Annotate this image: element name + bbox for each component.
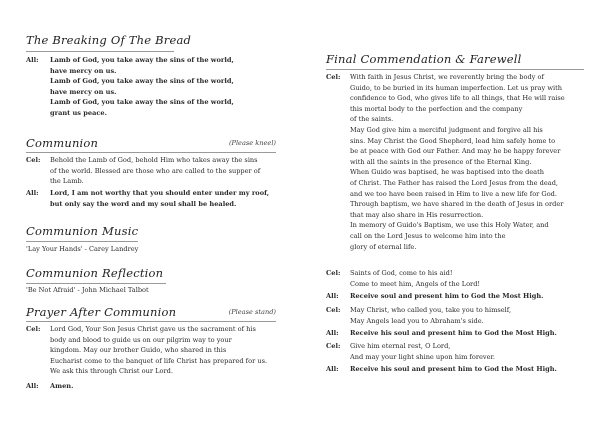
text-line: Saints of God, come to his aid! bbox=[350, 269, 453, 277]
text-line: Amen. bbox=[50, 382, 74, 390]
text-line: Through baptism, we have shared in the death of Jesus in order bbox=[350, 200, 564, 209]
heading-communion-reflection: Communion Reflection bbox=[26, 266, 164, 280]
text-line: Lord, I am not worthy that you should enter under my roof, bbox=[50, 189, 270, 197]
text-line: When Guido was baptised, he was baptised into the death bbox=[350, 168, 545, 177]
speaker-label: Cel: bbox=[326, 342, 341, 350]
speaker-label: All: bbox=[326, 329, 339, 337]
text-line: May God give him a merciful judgment and forgive all his bbox=[350, 125, 543, 134]
heading-underline bbox=[26, 321, 276, 322]
text-line: Receive soul and present him to God the Most High. bbox=[350, 292, 544, 300]
text-line: of the saints. bbox=[350, 115, 394, 124]
text-line: Guido, to be buried in its human imperfection. Let us pray with bbox=[350, 83, 562, 92]
speaker-label: All: bbox=[326, 292, 339, 300]
text-line: We ask this through Christ our Lord. bbox=[50, 367, 173, 376]
text-line: May Christ, who called you, take you to himself, bbox=[350, 306, 512, 314]
heading-underline bbox=[326, 69, 584, 70]
text-line: the Lamb. bbox=[50, 177, 84, 186]
text-line: May Angels lead you to Abraham's side. bbox=[350, 316, 484, 325]
text-line: Come to meet him, Angels of the Lord! bbox=[350, 279, 481, 288]
text-line: Behold the Lamb of God, behold Him who takes away the sins bbox=[50, 156, 258, 164]
text-line: that may also share in His resurrection. bbox=[350, 210, 484, 219]
text-line: Lamb of God, you take away the sins of the world, bbox=[50, 98, 234, 107]
text-line: of the world. Blessed are those who are called to the supper of bbox=[50, 166, 261, 175]
heading-prayer-after-communion: Prayer After Communion bbox=[26, 305, 177, 319]
communion-instruction: (Please kneel) bbox=[228, 139, 276, 147]
text-line: of Christ. The Father has raised the Lord Jesus from the dead, bbox=[350, 178, 559, 187]
speaker-label: Cel: bbox=[26, 156, 41, 164]
heading-underline bbox=[26, 152, 276, 153]
heading-final-commendation: Final Commendation & Farewell bbox=[326, 52, 522, 66]
text-line: be at peace with God our Father. And may he be happy forever bbox=[350, 147, 561, 156]
text-line: have mercy on us. bbox=[50, 87, 117, 96]
heading-underline bbox=[26, 241, 138, 242]
speaker-label: Cel: bbox=[326, 306, 341, 314]
text-line: but only say the word and my soul shall be healed. bbox=[50, 199, 237, 208]
heading-communion: Communion bbox=[26, 136, 99, 150]
speaker-label: All: bbox=[26, 189, 39, 197]
text-line: this mortal body to the perfection and the company bbox=[350, 104, 523, 113]
communion-music-title: 'Lay Your Hands' - Carey Landrey bbox=[26, 245, 139, 253]
text-line: kingdom. May our brother Guido, who shared in this bbox=[50, 346, 227, 355]
text-line: call on the Lord Jesus to welcome him into the bbox=[350, 231, 506, 240]
text-line: with all the saints in the presence of the Eternal King. bbox=[350, 157, 532, 166]
text-line: Lamb of God, you take away the sins of the world, bbox=[50, 77, 234, 86]
text-line: confidence to God, who gives life to all things, that He will raise bbox=[350, 94, 565, 103]
text-line: With faith in Jesus Christ, we reverently bring the body of bbox=[350, 73, 544, 81]
text-line: and we too have been raised in Him to live a new life for God. bbox=[350, 189, 557, 198]
text-line: grant us peace. bbox=[50, 108, 107, 117]
speaker-label: All: bbox=[326, 365, 339, 373]
speaker-label: Cel: bbox=[326, 269, 341, 277]
heading-underline bbox=[26, 283, 166, 284]
text-line: Receive his soul and present him to God the Most High. bbox=[350, 365, 557, 373]
text-line: Eucharist come to the banquet of life Christ has prepared for us. bbox=[50, 356, 268, 365]
speaker-label: All: bbox=[26, 56, 39, 64]
text-line: glory of eternal life. bbox=[350, 242, 417, 251]
speaker-label: Cel: bbox=[26, 325, 41, 333]
prayer-instruction: (Please stand) bbox=[228, 308, 276, 316]
communion-reflection-title: 'Be Not Afraid' - John Michael Talbot bbox=[26, 286, 149, 294]
text-line: In memory of Guido's Baptism, we use this Holy Water, and bbox=[350, 221, 549, 230]
text-line: Give him eternal rest, O Lord, bbox=[350, 342, 451, 350]
text-line: have mercy on us. bbox=[50, 66, 117, 75]
text-line: body and blood to guide us on our pilgrim way to your bbox=[50, 335, 232, 344]
speaker-label: All: bbox=[26, 382, 39, 390]
heading-breaking-of-bread: The Breaking Of The Bread bbox=[26, 33, 192, 47]
heading-communion-music: Communion Music bbox=[26, 224, 139, 238]
text-line: Lamb of God, you take away the sins of the world, bbox=[50, 56, 234, 64]
heading-underline bbox=[26, 51, 174, 52]
text-line: Lord God, Your Son Jesus Christ gave us the sacrament of his bbox=[50, 325, 256, 333]
text-line: And may your light shine upon him forever. bbox=[350, 352, 496, 361]
speaker-label: Cel: bbox=[326, 73, 341, 81]
text-line: Receive his soul and present him to God the Most High. bbox=[350, 329, 557, 337]
text-line: sins. May Christ the Good Shepherd, lead him safely home to bbox=[350, 136, 556, 145]
